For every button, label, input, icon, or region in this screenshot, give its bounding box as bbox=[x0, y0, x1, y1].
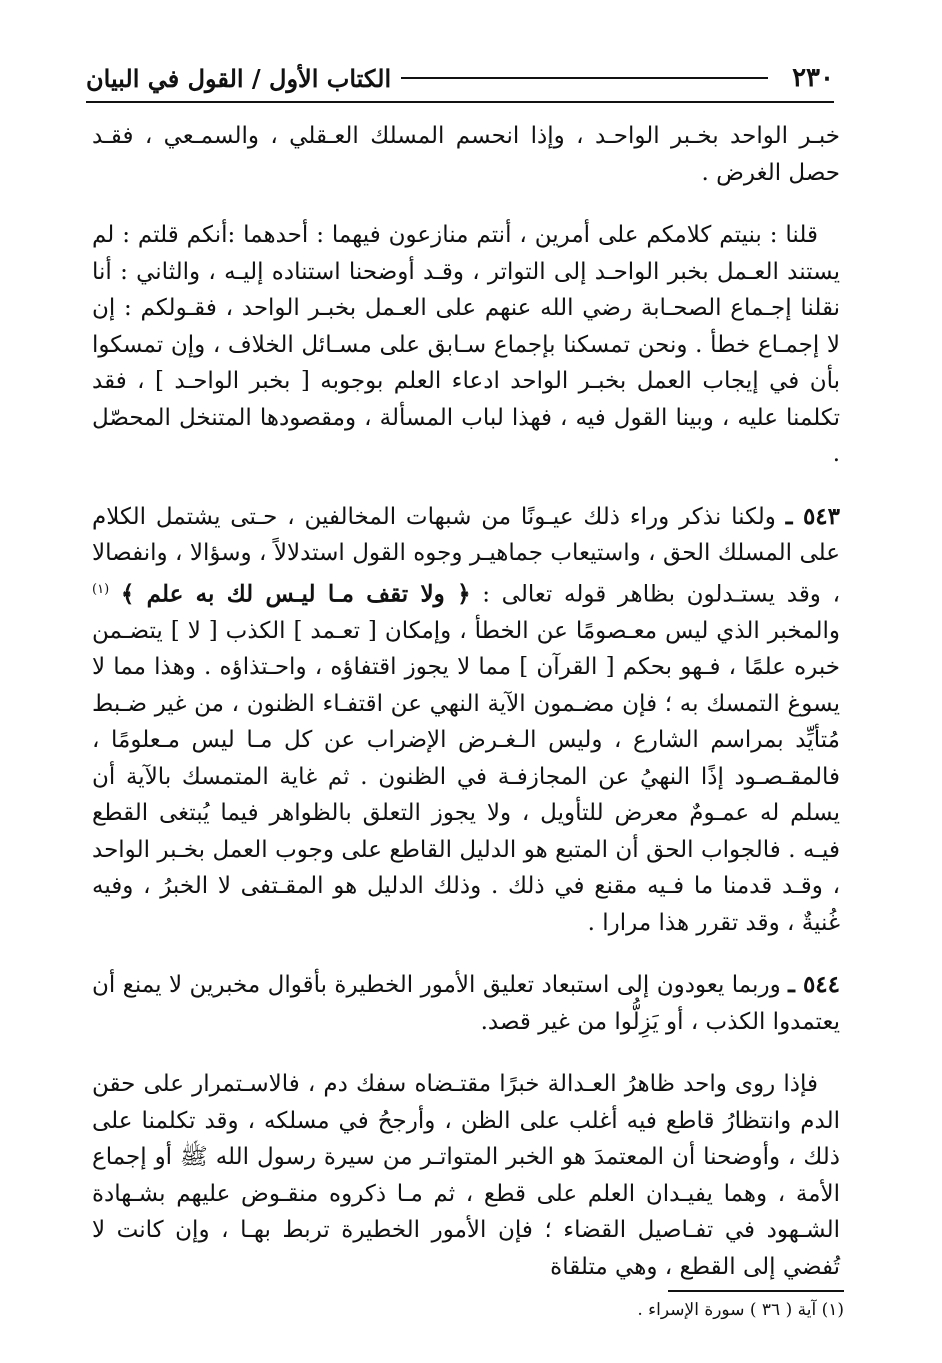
paragraph-544 bbox=[92, 967, 840, 1040]
quran-verse: ﴿ ولا تقف مـا ليـس لك به علم ﴾ bbox=[120, 580, 471, 608]
paragraph-number: ٥٤٣ ـ bbox=[785, 502, 841, 530]
paragraph-text-a: ولكنا نذكر وراء ذلك عيـونًا من شبهات المخالفين ، حـتى يشتمل الكلام على المسلك الحق ، واستيعاب جماهيـر وجوه القول استدلالاً ، وسؤالا ، وانفصالا ، وقد يستـدلون بظاهر قوله تعالى : bbox=[92, 503, 841, 608]
footnote-marker: (١) bbox=[92, 581, 110, 597]
paragraph-1: خبـر الواحد بخـبر الواحـد ، وإذا انحسم المسلك العـقلي ، والسمـعي ، فقـد حصل الغرض . bbox=[92, 123, 840, 186]
paragraph-text-b: والمخبر الذي ليس معـصومًا عن الخطأ ، وإمكان [ تعـمد ] الكذب [ لا ] يتضـمن خبره علمًا ، فـهو بحكم [ القرآن ] مما لا يجوز اقتفاؤه ، واحـتذاؤه . وهذا مما لا يسوغ التمسك به ؛ فإن مضـمون الآية النهي عن اقتفـاء الظنون ، من غير ضـبط مُتأيِّد بمراسم الشارع ، وليس الـغـرض الإضراب عن كل مـا ليس مـعلومًا ، فالمقـصـود إذًا النهيُ عن المجازفـة في الظنون . ثم غاية المتمسك بالآية أن يسلم له عمـومٌ معرض للتأويل ، ولا يجوز التعلق بالظواهر فيما يُبتغى القطع فيـه . فالجواب الحق أن المتبع هو الدليل القاطع على وجوب العمل بخـبر الواحد ، وقـد قدمنا ما فـيه مقنع في ذلك . وذلك الدليل هو المقـتفى لا الخبرُ ، وفيه غُنيةٌ ، وقد تقرر هذا مرارا . bbox=[92, 617, 840, 936]
paragraph-2: قلنا : بنيتم كلامكم على أمرين ، أنتم منازعون فيهما : أحدهما :أنكم قلتم : لم يستند العـمل بخبر الواحـد إلى التواتر ، وقـد أوضحنا استناده إليـه ، والثاني : أنا نقلنا إجـماع الصحـابة رضي الله عنهم على العـمل بخبـر الواحد ، فقـولكم : إن لا إجمـاع خطأ . ونحن تمسكنا بإجماع سـابق على مسـائل الخلاف ، وإن تمسكوا بأن في إيجاب العمل بخبـر الواحد ادعاء العلم بوجوبه [ بخبر الواحـد ] ، فقد تكلمنا عليه ، وبينا القول فيه ، فهذا لباب المسألة ، ومقصودها المتنخل المحصّل . bbox=[92, 222, 840, 467]
footnote-rule bbox=[668, 1290, 844, 1292]
page-body bbox=[92, 118, 840, 1299]
page-number: ٢٣٠ bbox=[792, 63, 834, 93]
paragraph-543 bbox=[92, 499, 840, 942]
header-underline bbox=[86, 101, 834, 103]
paragraph-number: ٥٤٤ ـ bbox=[788, 971, 840, 999]
header-rule bbox=[401, 77, 768, 79]
page-header bbox=[86, 58, 834, 98]
running-title: الكتاب الأول / القول في البيان bbox=[86, 63, 392, 93]
paragraph-5: فإذا روى واحد ظاهرُ العـدالة خبرًا مقتـضاه سفك دم ، فالاسـتمرار على حقن الدم وانتظارُ قاطع فيه أغلب على الظن ، وأرجحُ في مسلكه ، وقد تكلمنا على ذلك ، وأوضحنا أن المعتمدَ هو الخبر المتواتـر من سيرة رسول الله ﷺ أو إجماع الأمة ، وهما يفيـدان العلم على قطع ، ثم مـا ذكروه منقـوض عليهم بشـهادة الشـهود في تفـاصيل القضاء ؛ فإن الأمور الخطيرة تربط بهـا ، وإن كانت لا تُفضي إلى القطع ، وهي متلقاة bbox=[92, 1071, 840, 1280]
paragraph-text: وربما يعودون إلى استبعاد تعليق الأمور الخطيرة بأقوال مخبرين لا يمنع أن يعتمدوا الكذب ، أو يَزِلُّوا من غير قصد. bbox=[92, 972, 840, 1035]
footnote: (١) آية ( ٣٦ ) سورة الإسراء . bbox=[637, 1300, 844, 1320]
